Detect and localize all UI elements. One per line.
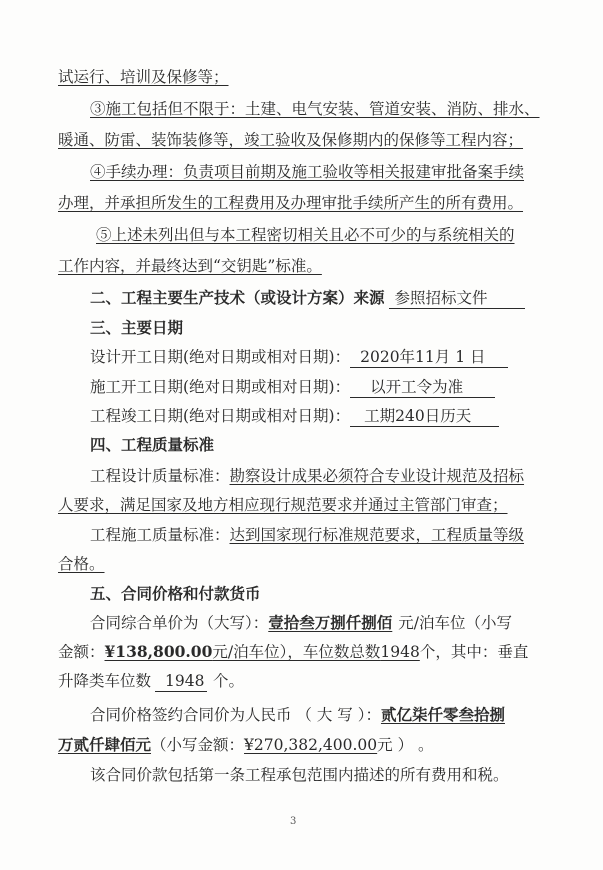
line-construction-scope-2 [58, 130, 523, 150]
unit-price-upper: 壹拾叁万捌仟捌佰 [268, 613, 393, 632]
line-other-work [96, 225, 515, 245]
line-procedures-2 [58, 193, 523, 213]
completion-value: 工期240日历天 [350, 406, 499, 427]
design-start-row [90, 347, 508, 368]
small-amount-value: ¥138,800.00 [104, 642, 213, 661]
small-amount-label: 金额： [58, 643, 105, 661]
total-spaces-suffix: 个，其中：垂直 [419, 643, 529, 661]
contract-price-row-2 [58, 735, 434, 755]
line-other-work-2 [58, 256, 322, 276]
completion-row [90, 406, 499, 427]
vertical-spaces-value: 1948 [155, 671, 207, 692]
section-5-heading: 五、合同价格和付款货币 [90, 584, 261, 603]
construction-quality-label: 工程施工质量标准： [90, 526, 230, 544]
scope-item-2-tail: 试运行、培训及保修等； [58, 68, 229, 86]
contract-price-upper-2: 万贰仟肆佰元 [58, 735, 152, 754]
scope-item-5-tail: 工作内容，并最终达到“交钥匙”标准。 [58, 257, 322, 275]
scope-item-3-tail: 暖通、防雷、装饰装修等，竣工验收及保修期内的保修等工程内容； [58, 131, 524, 149]
scope-item-5: ⑤上述未列出但与本工程密切相关且必不可少的与系统相关的 [96, 226, 515, 244]
construction-quality-value: 达到国家现行标准规范要求，工程质量等级 [229, 526, 525, 544]
design-quality-row-2 [58, 495, 508, 515]
scope-item-4: ④手续办理：负责项目前期及施工验收等相关报建审批备案手续 [90, 163, 525, 181]
total-spaces-value: 1948 [380, 643, 420, 661]
design-quality-value: 勘察设计成果必须符合专业设计规范及招标 [229, 467, 525, 485]
construction-quality-value-2: 合格。 [58, 555, 105, 573]
line-procedures [90, 162, 524, 182]
contract-price-label: 合同价格签约合同价为人民币 （ 大 写 ）： [90, 706, 381, 724]
unit-price-row [90, 613, 512, 633]
vertical-spaces-row [58, 671, 244, 692]
scope-item-4-tail: 办理，并承担所发生的工程费用及办理审批手续所产生的所有费用。 [58, 194, 524, 212]
section-3-heading: 三、主要日期 [90, 318, 184, 337]
section-4-heading: 四、工程质量标准 [90, 435, 215, 454]
design-quality-row [90, 466, 524, 486]
contract-price-upper: 贰亿柒仟零叁拾捌 [380, 705, 505, 724]
contract-price-row [90, 705, 505, 725]
scope-item-3: ③施工包括但不限于：土建、电气安装、管道安装、消防、排水、 [90, 100, 540, 118]
construction-start-row [90, 377, 495, 398]
vertical-spaces-label: 升降类车位数 [58, 672, 152, 690]
contract-price-small-label: （小写金额： [151, 736, 245, 754]
design-quality-label: 工程设计质量标准： [90, 467, 230, 485]
construction-quality-row [90, 525, 524, 545]
contract-price-small-suffix: 元 ） 。 [377, 736, 434, 754]
page-number: 3 [290, 816, 297, 827]
small-amount-suffix: 元/泊车位），车位数总数 [212, 643, 381, 661]
unit-price-suffix: 元/泊车位（小写 [398, 614, 513, 632]
design-quality-value-2: 人要求，满足国家及地方相应现行规范要求并通过主管部门审查； [58, 496, 508, 514]
section-2-heading: 二、工程主要生产技术（或设计方案）来源 [90, 288, 385, 307]
design-start-value: 2020年11月 1 日 [350, 347, 508, 368]
contract-price-small-value: ¥270,382,400.00 [244, 736, 378, 754]
vertical-spaces-suffix: 个。 [213, 672, 245, 690]
unit-price-label: 合同综合单价为（大写）： [90, 614, 269, 632]
design-start-label: 设计开工日期(绝对日期或相对日期)： [90, 348, 351, 366]
unit-price-small-row [58, 642, 528, 662]
construction-quality-row-2 [58, 554, 105, 574]
completion-label: 工程竣工日期(绝对日期或相对日期)： [90, 407, 351, 425]
construction-start-label: 施工开工日期(绝对日期或相对日期)： [90, 378, 351, 396]
price-includes-note: 该合同价款包括第一条工程承包范围内描述的所有费用和税。 [90, 766, 509, 784]
line-trial-operation [58, 67, 229, 87]
section-2-value: 参照招标文件 [389, 288, 525, 309]
section-2 [90, 288, 525, 309]
line-construction-scope [90, 99, 540, 119]
construction-start-value: 以开工令为准 [350, 377, 495, 398]
